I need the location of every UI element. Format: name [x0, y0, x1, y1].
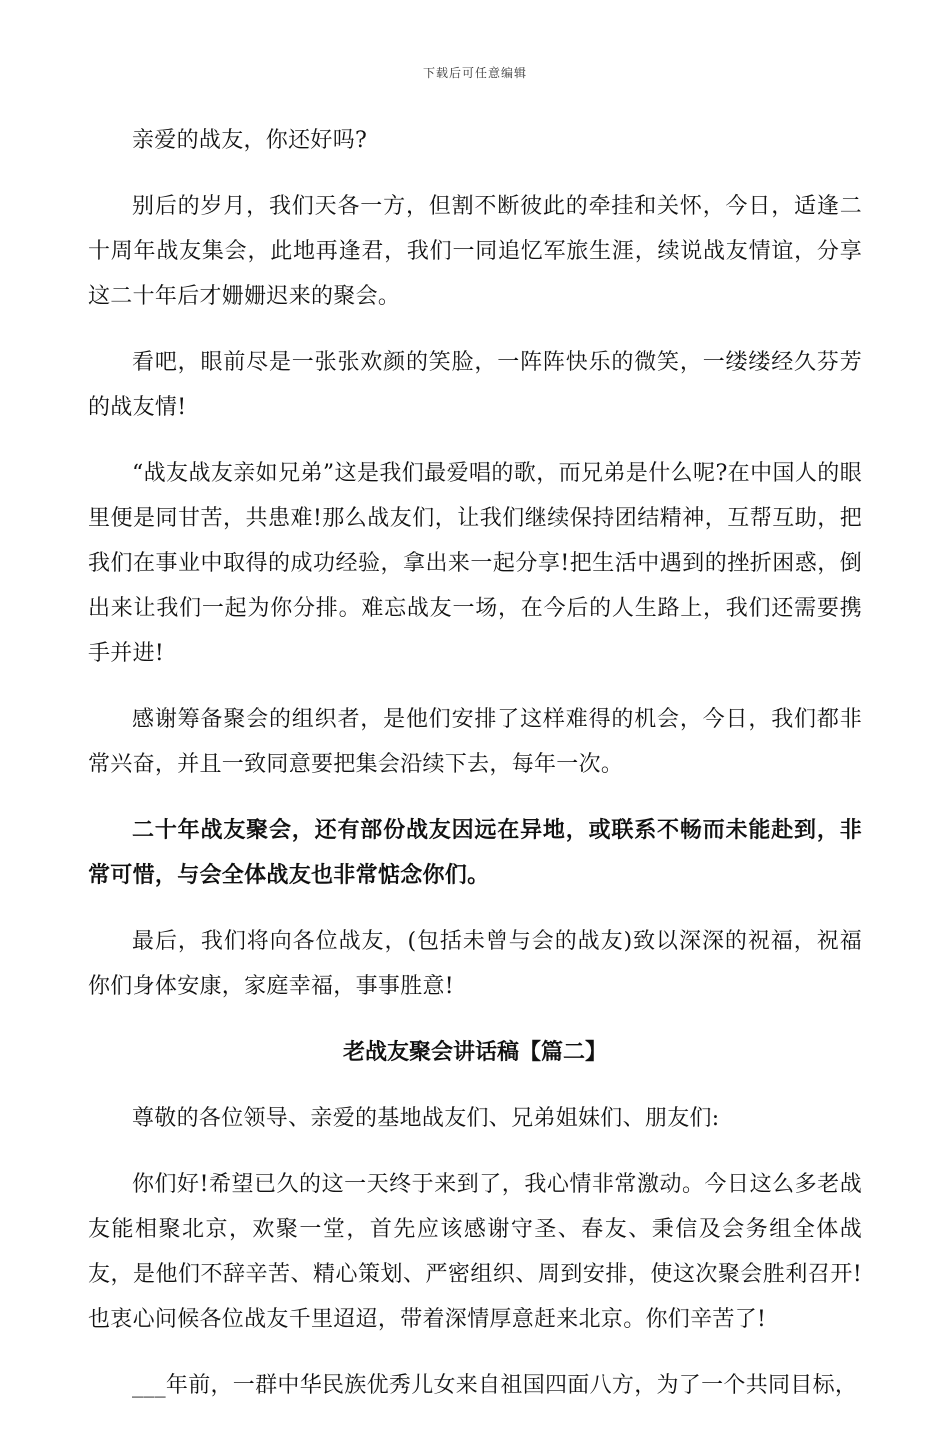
paragraph-salutation: 尊敬的各位领导、亲爱的基地战友们、兄弟姐妹们、朋友们:: [132, 1106, 720, 1131]
paragraph: 感谢筹备聚会的组织者，是他们安排了这样难得的机会，今日，我们都非常兴奋，并且一致同意要把集会沿续下去，每年一次。: [88, 707, 862, 777]
paragraph-bold: 二十年战友聚会，还有部份战友因远在异地，或联系不畅而未能赴到，非常可惜，与会全体战友也非常惦念你们。: [88, 817, 862, 888]
paragraph-greeting: 亲爱的战友，你还好吗?: [132, 128, 368, 153]
paragraph: 看吧，眼前尽是一张张欢颜的笑脸，一阵阵快乐的微笑，一缕缕经久芬芳的战友情!: [88, 350, 862, 420]
paragraph: “战友战友亲如兄弟”这是我们最爱唱的歌，而兄弟是什么呢?在中国人的眼里便是同甘苦，共患难!那么战友们，让我们继续保持团结精神，互帮互助，把我们在事业中取得的成功经验，拿出来一起分享!把生活中遇到的挫折困惑，倒出来让我们一起为你分排。难忘战友一场，在今后的人生路上，我们还需要携手并进!: [88, 461, 862, 666]
paragraph: 别后的岁月，我们天各一方，但割不断彼此的牵挂和关怀，今日，适逢二十周年战友集会，此地再逢君，我们一同追忆军旅生涯，续说战友情谊，分享这二十年后才姗姗迟来的聚会。: [88, 194, 862, 309]
paragraph: ___年前，一群中华民族优秀儿女来自祖国四面八方，为了一个共同目标，: [132, 1373, 858, 1398]
paragraph: 最后，我们将向各位战友，(包括未曾与会的战友)致以深深的祝福，祝福你们身体安康，家庭幸福，事事胜意!: [88, 929, 862, 999]
paragraph: 你们好!希望已久的这一天终于来到了，我心情非常激动。今日这么多老战友能相聚北京，欢聚一堂，首先应该感谢守圣、春友、秉信及会务组全体战友，是他们不辞辛苦、精心策划、严密组织、周到安排，使这次聚会胜利召开!也衷心问候各位战友千里迢迢，带着深情厚意赶来北京。你们辛苦了!: [88, 1172, 862, 1332]
section-heading: 老战友聚会讲话稿【篇二】: [342, 1039, 607, 1065]
header-note: 下载后可任意编辑: [422, 66, 527, 80]
document-body: [88, 118, 862, 1429]
